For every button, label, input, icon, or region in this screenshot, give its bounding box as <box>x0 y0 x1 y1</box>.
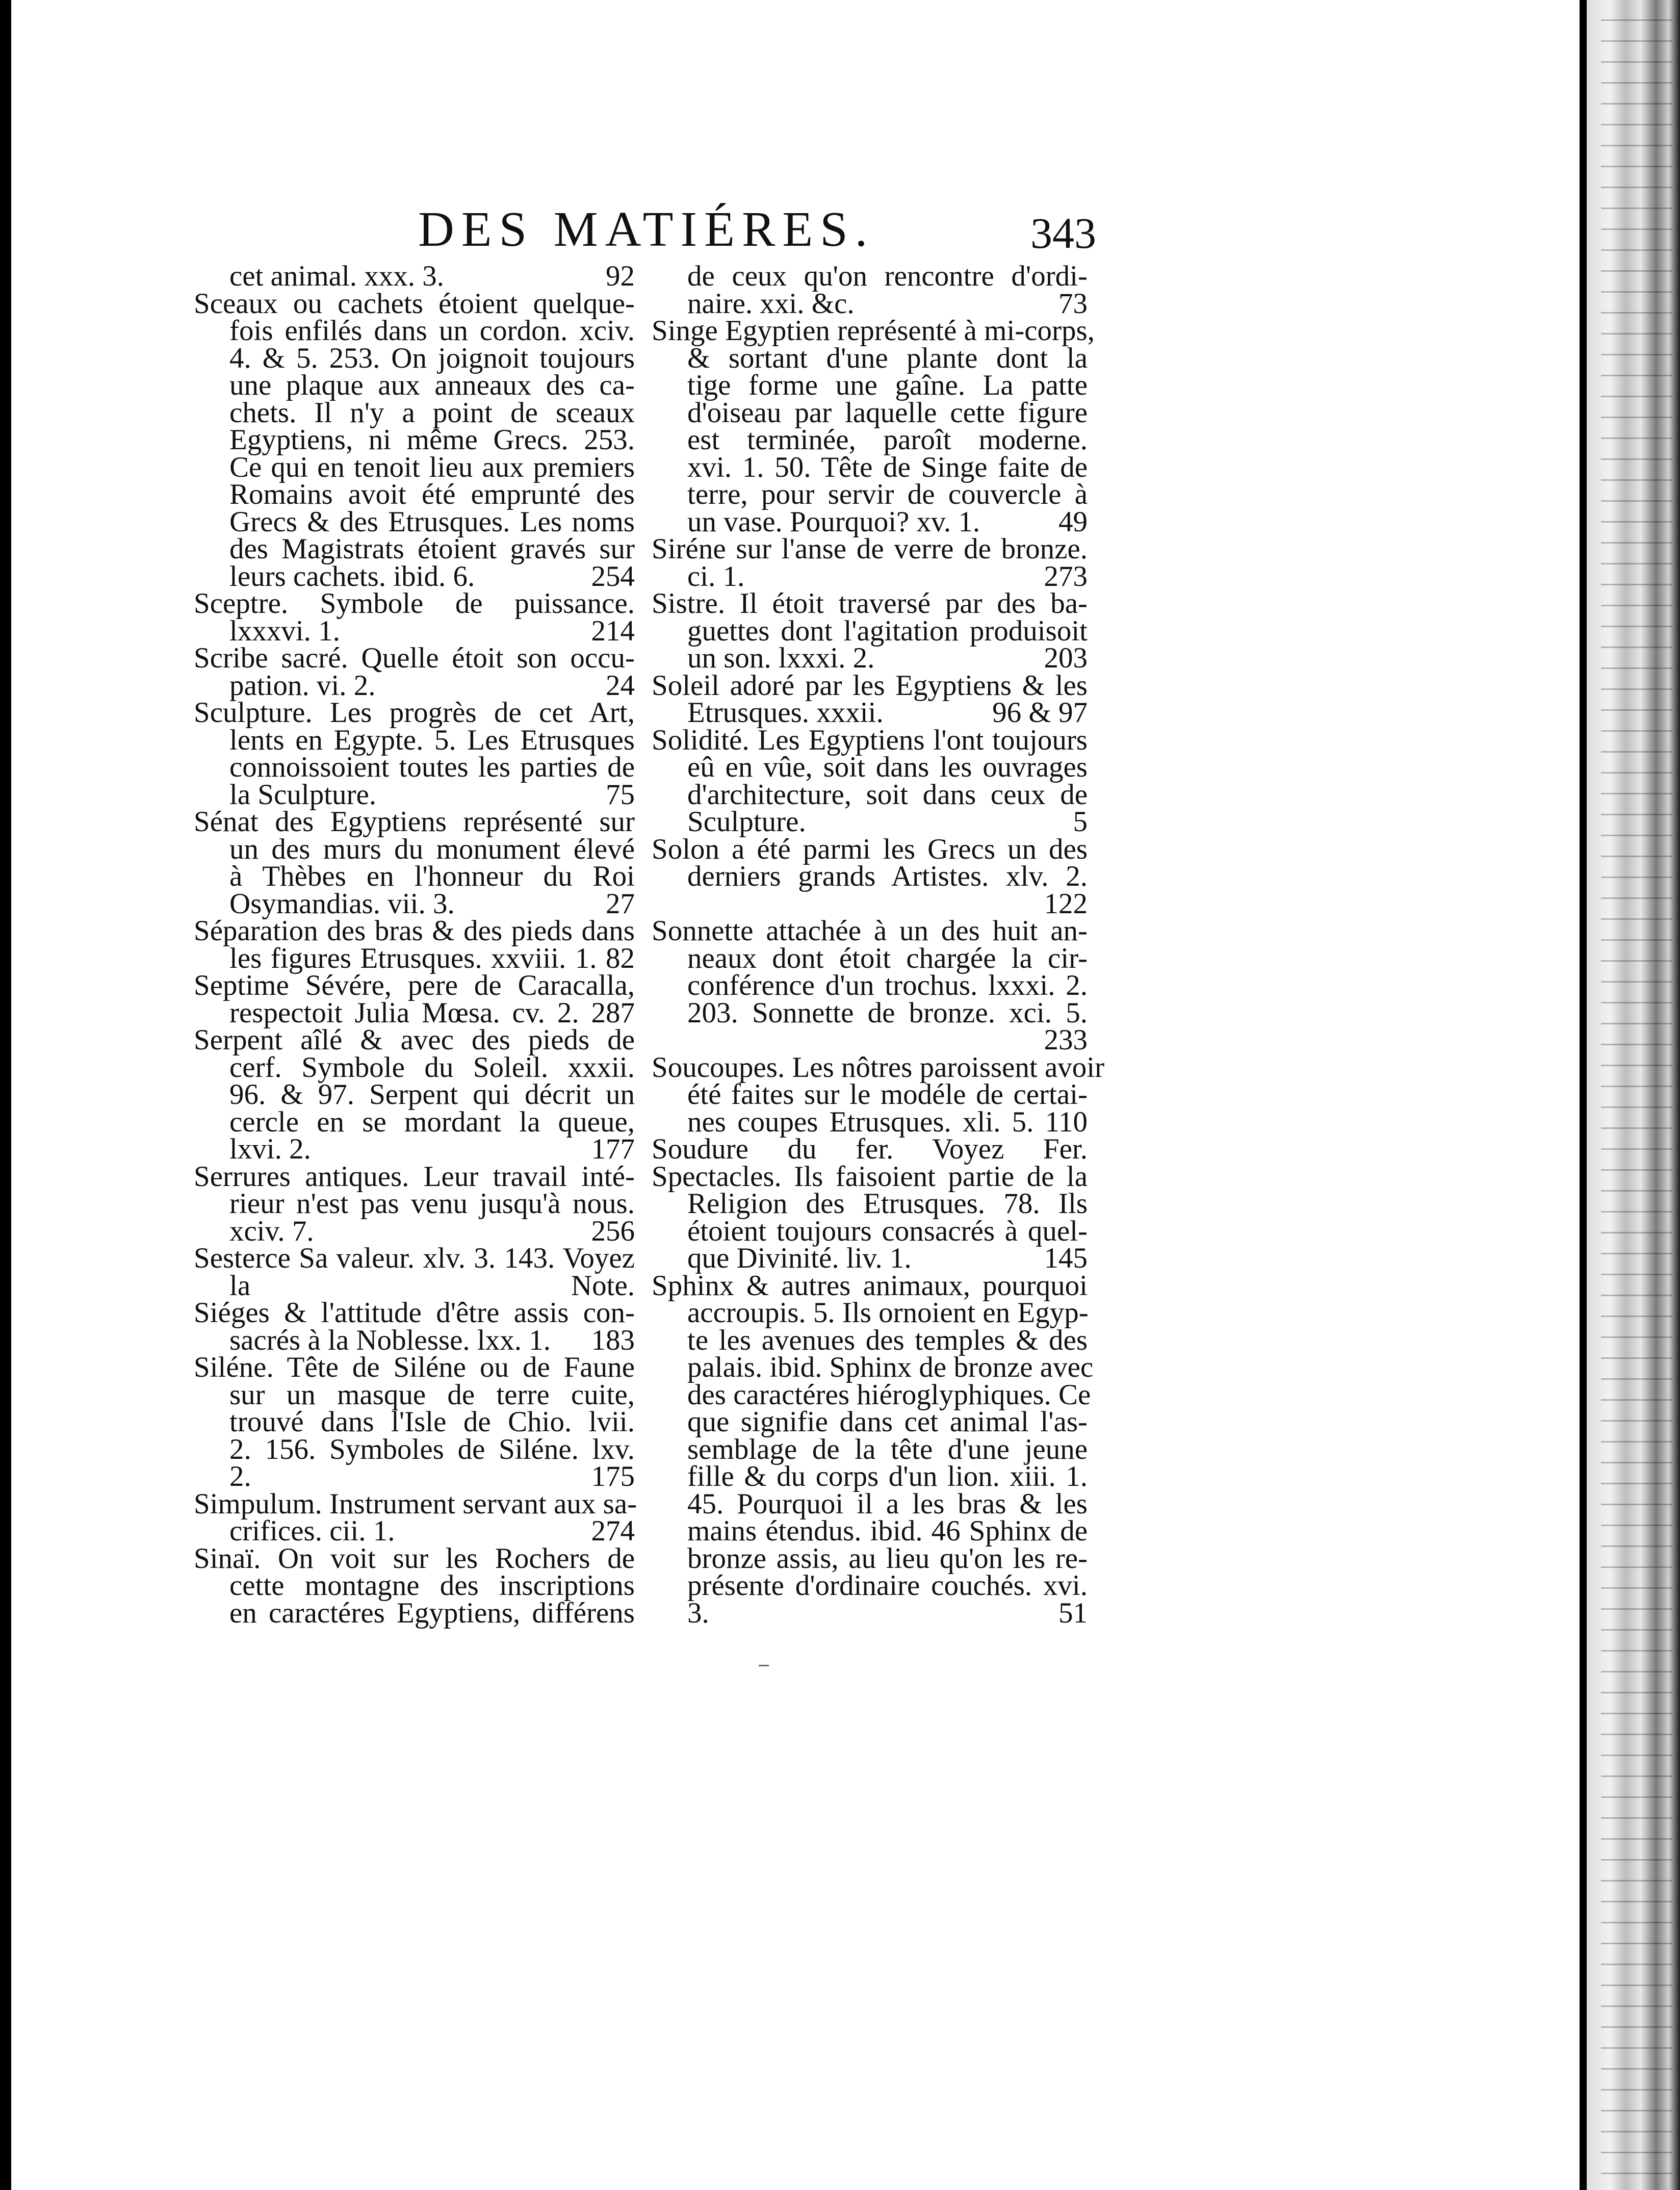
index-page-reference: 96 & 97 <box>992 697 1088 729</box>
index-entry-text: ci. 1. <box>687 560 745 592</box>
index-entry-text: bronze assis, au lieu qu'on les re- <box>687 1542 1088 1575</box>
index-entry-text: d'architecture, soit dans ceux de <box>687 778 1088 811</box>
index-entry-continuation-line <box>652 1517 1088 1545</box>
index-entry-text: respectoit Julia Mœsa. cv. 2. 287 <box>229 996 635 1029</box>
index-entry-continuation-line <box>652 1242 1088 1274</box>
index-page-reference: 122 <box>1044 887 1088 920</box>
index-entry-head-line <box>194 1351 635 1383</box>
index-entry-continuation-line <box>194 1269 635 1302</box>
index-entry-text: Sculpture. <box>687 806 806 838</box>
index-entry-continuation-line <box>194 505 635 538</box>
index-entry-continuation-line <box>652 260 1088 292</box>
index-entry-text: conférence d'un trochus. lxxxi. 2. <box>687 969 1088 1001</box>
index-page-reference: 145 <box>1044 1242 1088 1274</box>
index-entry-text: en caractéres Egyptiens, différens <box>229 1596 635 1629</box>
index-entry-text: que Divinité. liv. 1. <box>687 1242 912 1274</box>
index-entry-continuation-line <box>652 699 1088 727</box>
index-entry-continuation-line <box>194 369 635 401</box>
index-page-reference: 177 <box>591 1133 635 1165</box>
index-entry-continuation-line <box>194 1433 635 1465</box>
index-entry-text: Solon a été parmi les Grecs un des <box>652 833 1088 865</box>
index-entry-text: Etrusques. xxxii. <box>687 697 884 729</box>
index-entry-text: 3. <box>687 1596 709 1629</box>
index-entry-text: Siléne. Tête de Siléne ou de Faune <box>194 1351 635 1383</box>
index-entry-continuation-line <box>652 1105 1088 1138</box>
index-page-reference: 183 <box>591 1324 635 1356</box>
index-entry-head-line <box>652 669 1088 702</box>
index-entry-continuation-line <box>652 808 1088 836</box>
index-entry-continuation-line <box>194 1078 635 1111</box>
index-page-reference: 273 <box>1044 560 1088 592</box>
index-entry-continuation-line <box>652 1190 1088 1218</box>
index-entry-continuation-line <box>194 1378 635 1411</box>
index-entry-text: chets. Il n'y a point de sceaux <box>229 396 635 429</box>
index-entry-text: accroupis. 5. Ils ornoient en Egyp- <box>687 1297 1089 1329</box>
index-entry-continuation-line <box>194 1324 635 1356</box>
index-entry-head-line <box>652 535 1088 563</box>
index-page-reference: 175 <box>591 1460 635 1492</box>
index-page-reference: 92 <box>606 260 635 292</box>
index-entry-text: 4. & 5. 253. On joignoit toujours <box>229 342 635 374</box>
index-entry-head-line <box>194 1026 635 1054</box>
index-page-reference: 5 <box>1073 806 1088 838</box>
ink-mark <box>759 1665 769 1666</box>
index-entry-text: Sceaux ou cachets étoient quelque- <box>194 287 635 320</box>
index-entry-head-line <box>194 1542 635 1575</box>
index-entry-continuation-line <box>194 614 635 647</box>
index-entry-text: Sesterce Sa valeur. xlv. 3. 143. Voyez <box>194 1242 635 1274</box>
index-entry-head-line <box>194 1299 635 1327</box>
index-entry-text: été faites sur le modéle de certai- <box>687 1078 1088 1111</box>
index-entry-continuation-line <box>194 887 635 920</box>
index-entry-text: des Magistrats étoient gravés sur <box>229 533 635 565</box>
index-entry-continuation-line <box>652 342 1088 374</box>
index-entry-text: Spectacles. Ils faisoient partie de la <box>652 1160 1088 1193</box>
index-entry-continuation-line <box>194 478 635 510</box>
index-entry-text: 96. & 97. Serpent qui décrit un <box>229 1078 635 1111</box>
index-entry-text: xciv. 7. <box>229 1215 314 1247</box>
index-entry-text: naire. xxi. &c. <box>687 287 855 320</box>
index-entry-text: Soucoupes. Les nôtres paroissent avoir <box>652 1051 1105 1084</box>
index-entry-text: cerf. Symbole du Soleil. xxxii. <box>229 1051 635 1084</box>
index-entry-text: un des murs du monument élevé <box>229 833 635 865</box>
index-entry-text: d'oiseau par laquelle cette figure <box>687 396 1088 429</box>
index-entry-text: semblage de la tête d'une jeune <box>687 1433 1088 1465</box>
index-entry-continuation-line <box>652 614 1088 647</box>
index-entry-text: un vase. Pourquoi? xv. 1. <box>687 505 980 538</box>
index-entry-continuation-line <box>194 451 635 483</box>
index-entry-text: Ce qui en tenoit lieu aux premiers <box>229 451 635 483</box>
index-entry-text: Egyptiens, ni même Grecs. 253. <box>229 424 635 456</box>
index-entry-continuation-line <box>652 287 1088 320</box>
index-entry-text: Religion des Etrusques. 78. Ils <box>687 1188 1088 1220</box>
index-entry-continuation-line <box>652 1569 1088 1602</box>
index-entry-text: sur un masque de terre cuite, <box>229 1378 635 1411</box>
index-entry-continuation-line <box>652 1026 1088 1054</box>
index-entry-head-line <box>652 833 1088 865</box>
scan-border-left <box>0 0 11 2190</box>
index-entry-continuation-line <box>652 887 1088 920</box>
index-entry-head-line <box>194 969 635 1001</box>
index-entry-text: présente d'ordinaire couchés. xvi. <box>687 1569 1088 1602</box>
index-entry-continuation-line <box>194 996 635 1029</box>
index-entry-continuation-line <box>652 642 1088 674</box>
index-entry-text: Serpent aîlé & avec des pieds de <box>194 1024 635 1056</box>
index-entry-head-line <box>194 808 635 836</box>
index-entry-continuation-line <box>652 478 1088 510</box>
index-entry-text: étoient toujours consacrés à quel- <box>687 1215 1088 1247</box>
index-entry-text: les figures Etrusques. xxviii. 1. 82 <box>229 942 635 974</box>
index-entry-continuation-line <box>652 369 1088 401</box>
index-entry-continuation-line <box>652 1433 1088 1465</box>
index-entry-text: palais. ibid. Sphinx de bronze avec <box>687 1351 1094 1383</box>
index-entry-text: leurs cachets. ibid. 6. <box>229 560 475 592</box>
index-entry-text: terre, pour servir de couvercle à <box>687 478 1088 510</box>
index-entry-head-line <box>652 1133 1088 1165</box>
index-entry-text: Solidité. Les Egyptiens l'ont toujours <box>652 724 1088 756</box>
index-entry-continuation-line <box>194 1408 635 1436</box>
index-entry-text: la Sculpture. <box>229 778 377 811</box>
index-entry-text: Soudure du fer. Voyez Fer. <box>652 1133 1088 1165</box>
index-entry-continuation-line <box>194 260 635 292</box>
index-entry-text: à Thèbes en l'honneur du Roi <box>229 860 635 892</box>
index-entry-text: Sistre. Il étoit traversé par des ba- <box>652 587 1088 620</box>
index-entry-text: Scribe sacré. Quelle étoit son occu- <box>194 642 635 674</box>
index-entry-continuation-line <box>194 1596 635 1629</box>
index-entry-text: te les avenues des temples & des <box>687 1324 1088 1356</box>
index-entry-text: cet animal. xxx. 3. <box>229 260 445 292</box>
index-entry-head-line <box>194 917 635 945</box>
index-entry-text: un son. lxxxi. 2. <box>687 642 875 674</box>
index-entry-continuation-line <box>194 396 635 429</box>
index-entry-continuation-line <box>194 1133 635 1165</box>
index-entry-text: fille & du corps d'un lion. xiii. 1. <box>687 1460 1088 1492</box>
index-page-reference: 256 <box>591 1215 635 1247</box>
index-entry-continuation-line <box>194 751 635 783</box>
index-entry-text: la Note. <box>229 1269 635 1302</box>
index-entry-continuation-line <box>652 560 1088 592</box>
index-entry-head-line <box>194 1160 635 1193</box>
index-page-reference: 27 <box>606 887 635 920</box>
index-entry-head-line <box>194 1487 637 1520</box>
index-entry-text: de ceux qu'on rencontre d'ordi- <box>687 260 1088 292</box>
index-entry-continuation-line <box>194 317 635 345</box>
index-entry-head-line <box>194 287 635 320</box>
index-entry-continuation-line <box>194 724 635 756</box>
index-entry-continuation-line <box>652 1460 1088 1492</box>
index-entry-text: lxvi. 2. <box>229 1133 311 1165</box>
index-entry-text: fois enfilés dans un cordon. xciv. <box>229 315 635 347</box>
index-entry-continuation-line <box>652 451 1088 483</box>
index-entry-text: mains étendus. ibid. 46 Sphinx de <box>687 1515 1088 1547</box>
index-entry-continuation-line <box>194 1190 635 1218</box>
index-entry-continuation-line <box>194 1105 635 1138</box>
index-entry-text: cette montagne des inscriptions <box>229 1569 635 1602</box>
index-entry-text: guettes dont l'agitation produisoit <box>687 614 1088 647</box>
index-entry-continuation-line <box>194 860 635 892</box>
index-entry-text: lents en Egypte. 5. Les Etrusques <box>229 724 635 756</box>
index-entry-continuation-line <box>194 342 635 374</box>
index-entry-text: sacrés à la Noblesse. lxx. 1. <box>229 1324 551 1356</box>
index-entry-continuation-line <box>194 1517 635 1545</box>
index-entry-text: Sinaï. On voit sur les Rochers de <box>194 1542 635 1575</box>
index-entry-continuation-line <box>652 969 1088 1001</box>
index-entry-continuation-line <box>652 1542 1088 1575</box>
index-entry-text: Sculpture. Les progrès de cet Art, <box>194 697 635 729</box>
index-entry-text: Sénat des Egyptiens représenté sur <box>194 806 635 838</box>
index-entry-text: xvi. 1. 50. Tête de Singe faite de <box>687 451 1088 483</box>
index-entry-head-line <box>652 315 1095 347</box>
index-page-reference: 274 <box>591 1515 635 1547</box>
index-entry-continuation-line <box>652 1378 1091 1411</box>
index-entry-text: Simpulum. Instrument servant aux sa- <box>194 1487 637 1520</box>
index-entry-continuation-line <box>194 1051 635 1084</box>
index-entry-continuation-line <box>194 669 635 702</box>
index-entry-text: & sortant d'une plante dont la <box>687 342 1088 374</box>
index-page-reference: 203 <box>1044 642 1088 674</box>
index-entry-text: une plaque aux anneaux des ca- <box>229 369 635 401</box>
index-entry-head-line <box>194 1242 635 1274</box>
index-entry-text: Sphinx & autres animaux, pourquoi <box>652 1269 1088 1302</box>
index-entry-continuation-line <box>652 751 1088 783</box>
index-entry-continuation-line <box>652 1596 1088 1629</box>
index-entry-continuation-line <box>194 1215 635 1247</box>
index-entry-continuation-line <box>652 396 1088 429</box>
index-entry-text: connoissoient toutes les parties de <box>229 751 635 783</box>
index-entry-text: Septime Sévére, pere de Caracalla, <box>194 969 635 1001</box>
index-entry-continuation-line <box>194 1460 635 1492</box>
index-page-reference: 49 <box>1058 505 1088 538</box>
index-entry-text: crifices. cii. 1. <box>229 1515 395 1547</box>
index-entry-text: est terminée, paroît moderne. <box>687 424 1088 456</box>
index-page-reference: 24 <box>606 669 635 702</box>
index-entry-continuation-line <box>194 426 635 454</box>
index-column-left <box>194 260 637 1629</box>
index-entry-text: 2. 156. Symboles de Siléne. lxv. <box>229 1433 635 1465</box>
index-entry-text: 203. Sonnette de bronze. xci. 5. <box>687 996 1088 1029</box>
index-entry-head-line <box>652 1051 1105 1084</box>
index-entry-text: Siréne sur l'anse de verre de bronze. <box>652 533 1088 565</box>
index-entry-continuation-line <box>652 1299 1088 1327</box>
index-entry-continuation-line <box>652 1351 1094 1383</box>
index-entry-head-line <box>652 917 1088 945</box>
index-entry-head-line <box>194 642 635 674</box>
index-column-right <box>652 260 1105 1629</box>
index-entry-text: derniers grands Artistes. xlv. 2. <box>687 860 1088 892</box>
index-entry-continuation-line <box>652 1324 1088 1356</box>
index-entry-text: Siéges & l'attitude d'être assis con- <box>194 1297 635 1329</box>
index-entry-continuation-line <box>652 1487 1088 1520</box>
index-entry-continuation-line <box>652 1215 1088 1247</box>
index-page-reference: 233 <box>1044 1024 1088 1056</box>
index-entry-continuation-line <box>652 505 1088 538</box>
index-page-reference: 73 <box>1058 287 1088 320</box>
index-page-reference: 51 <box>1058 1596 1088 1629</box>
index-entry-text: cercle en se mordant la queue, <box>229 1105 635 1138</box>
index-entry-continuation-line <box>194 560 635 592</box>
index-entry-head-line <box>652 1160 1088 1193</box>
index-entry-text: rieur n'est pas venu jusqu'à nous. <box>229 1188 635 1220</box>
index-entry-text: Séparation des bras & des pieds dans <box>194 915 635 947</box>
index-entry-text: nes coupes Etrusques. xli. 5. 110 <box>687 1105 1088 1138</box>
page-number: 343 <box>1030 209 1096 257</box>
index-page-reference: 75 <box>606 778 635 811</box>
running-head: DES MATIÉRES. <box>418 202 875 257</box>
index-entry-text: que signifie dans cet animal l'as- <box>687 1406 1088 1438</box>
index-entry-continuation-line <box>652 1078 1088 1111</box>
index-entry-head-line <box>194 699 635 727</box>
index-entry-continuation-line <box>194 833 635 865</box>
index-entry-continuation-line <box>652 996 1088 1029</box>
index-entry-text: Grecs & des Etrusques. Les noms <box>229 505 635 538</box>
index-entry-text: tige forme une gaîne. La patte <box>687 369 1088 401</box>
index-entry-text: des caractéres hiéroglyphiques. Ce <box>687 1378 1091 1411</box>
index-entry-continuation-line <box>652 860 1088 892</box>
index-entry-text: Romains avoit été emprunté des <box>229 478 635 510</box>
index-entry-text: eû en vûe, soit dans les ouvrages <box>687 751 1088 783</box>
index-entry-text: pation. vi. 2. <box>229 669 376 702</box>
index-entry-text: Soleil adoré par les Egyptiens & les <box>652 669 1088 702</box>
scan-page-edges <box>1601 0 1672 2190</box>
index-entry-continuation-line <box>194 535 635 563</box>
index-entry-continuation-line <box>652 942 1088 974</box>
index-entry-head-line <box>652 587 1088 620</box>
index-entry-continuation-line <box>652 778 1088 811</box>
index-page-reference: 254 <box>591 560 635 592</box>
index-entry-text: 45. Pourquoi il a les bras & les <box>687 1487 1088 1520</box>
index-entry-head-line <box>652 1269 1088 1302</box>
index-entry-text: Serrures antiques. Leur travail inté- <box>194 1160 635 1193</box>
index-entry-text: Sonnette attachée à un des huit an- <box>652 915 1088 947</box>
index-entry-text: Sceptre. Symbole de puissance. <box>194 587 635 620</box>
index-entry-head-line <box>652 724 1088 756</box>
index-entry-head-line <box>194 587 635 620</box>
index-entry-continuation-line <box>194 942 635 974</box>
index-entry-continuation-line <box>194 1569 635 1602</box>
index-entry-continuation-line <box>652 426 1088 454</box>
index-page-reference: 214 <box>591 614 635 647</box>
index-entry-continuation-line <box>194 778 635 811</box>
index-entry-text: neaux dont étoit chargée la cir- <box>687 942 1088 974</box>
index-entry-text: lxxxvi. 1. <box>229 614 340 647</box>
index-entry-text: trouvé dans l'Isle de Chio. lvii. <box>229 1406 635 1438</box>
index-entry-continuation-line <box>652 1408 1088 1436</box>
index-entry-text: 2. <box>229 1460 251 1492</box>
index-entry-text: Osymandias. vii. 3. <box>229 887 455 920</box>
index-entry-text: Singe Egyptien représenté à mi-corps, <box>652 315 1095 347</box>
